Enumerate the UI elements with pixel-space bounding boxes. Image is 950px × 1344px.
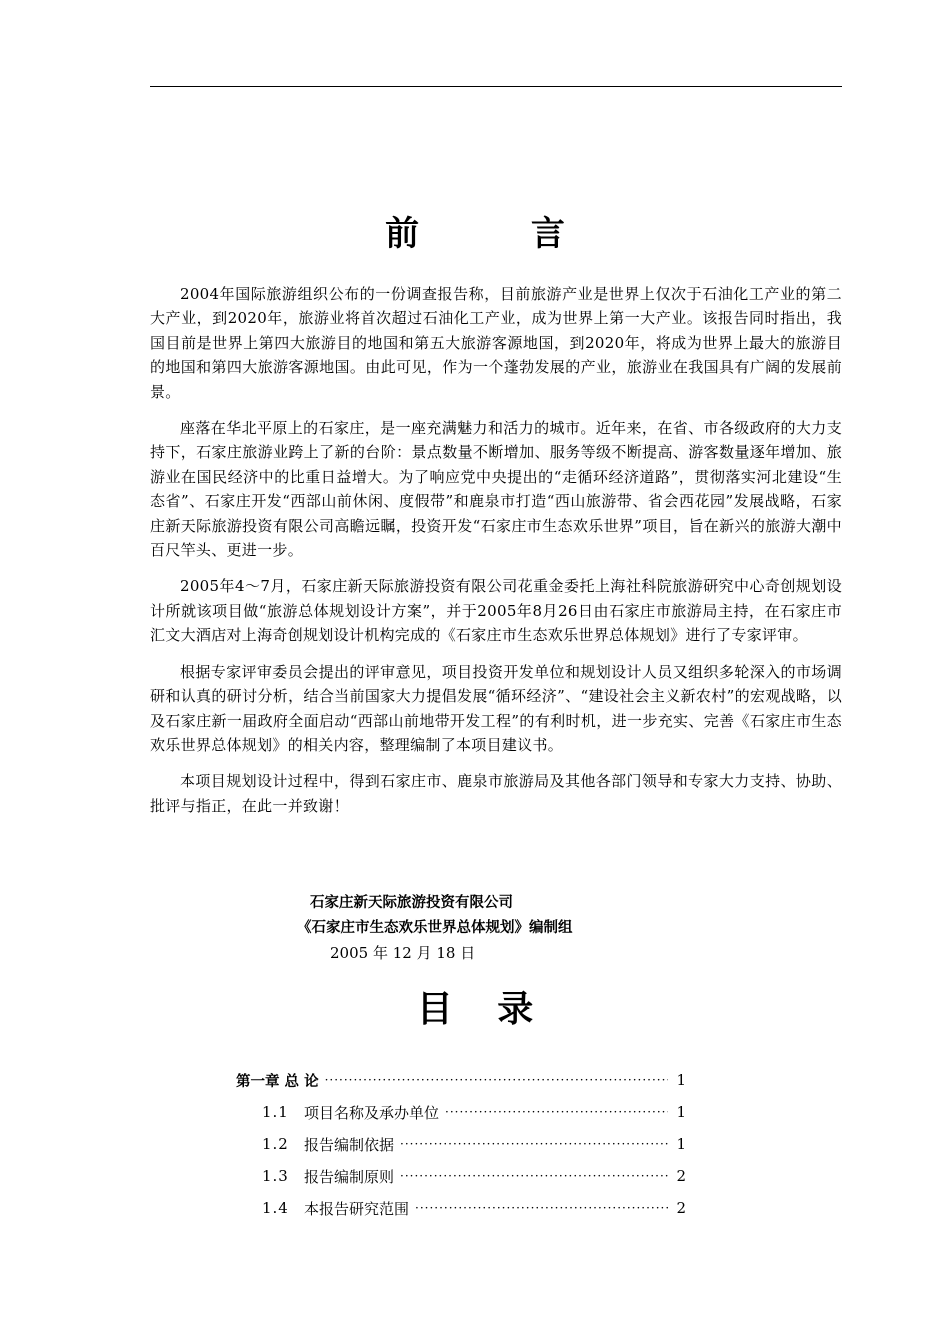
toc-chapter-row[interactable]	[236, 1064, 686, 1096]
toc-item-label: 报告编制依据	[304, 1135, 395, 1154]
table-of-contents	[236, 1064, 686, 1224]
toc-item-label: 报告编制原则	[304, 1167, 395, 1186]
toc-item-row[interactable]	[236, 1160, 686, 1192]
preface-body	[150, 282, 842, 830]
preface-paragraph: 座落在华北平原上的石家庄，是一座充满魅力和活力的城市。近年来，在省、市各级政府的大力支持下，石家庄旅游业跨上了新的台阶：景点数量不断增加、服务等级不断提高、游客数量逐年增加、旅游业在国民经济中的比重日益增大。为了响应党中央提出的“走循环经济道路”，贯彻落实河北建设“生态省”、石家庄开发“西部山前休闲、度假带”和鹿泉市打造“西山旅游带、省会西花园”发展战略，石家庄新天际旅游投资有限公司高瞻远瞩，投资开发“石家庄市生态欢乐世界”项目，旨在新兴的旅游大潮中百尺竿头、更进一步。	[150, 419, 842, 560]
toc-item-row[interactable]	[236, 1192, 686, 1224]
toc-page-number: 2	[676, 1167, 686, 1185]
toc-leader-dots	[445, 1096, 668, 1128]
toc-item-number: 1.4	[262, 1199, 289, 1217]
toc-item-number: 1.3	[262, 1167, 289, 1185]
toc-page-number: 1	[676, 1135, 686, 1153]
toc-item-row[interactable]	[236, 1128, 686, 1160]
toc-item-label: 项目名称及承办单位	[304, 1103, 440, 1122]
signature-date: 2005 年 12 月 18 日	[330, 944, 476, 962]
toc-leader-dots	[400, 1128, 668, 1160]
preface-paragraph: 2004年国际旅游组织公布的一份调查报告称，目前旅游产业是世界上仅次于石油化工产业的第二大产业，到2020年，旅游业将首次超过石油化工产业，成为世界上第一大产业。该报告同时指出，我国目前是世界上第四大旅游目的地国和第五大旅游客源地国，到2020年，将成为世界上最大的旅游目的地国和第四大旅游客源地国。由此可见，作为一个蓬勃发展的产业，旅游业在我国具有广阔的发展前景。	[150, 285, 842, 401]
toc-leader-dots	[415, 1192, 668, 1224]
preface-paragraph: 本项目规划设计过程中，得到石家庄市、鹿泉市旅游局及其他各部门领导和专家大力支持、协助、批评与指正，在此一并致谢！	[150, 772, 842, 815]
toc-page-number: 2	[676, 1199, 686, 1217]
toc-item-number: 1.1	[262, 1103, 289, 1121]
toc-leader-dots	[325, 1064, 668, 1096]
toc-item-number: 1.2	[262, 1135, 289, 1153]
toc-page-number: 1	[676, 1071, 686, 1089]
toc-page-number: 1	[676, 1103, 686, 1121]
preface-title: 前 言	[385, 214, 615, 254]
signature-org: 石家庄新天际旅游投资有限公司	[310, 895, 513, 911]
toc-item-label: 本报告研究范围	[304, 1199, 410, 1218]
preface-paragraph: 2005年4～7月，石家庄新天际旅游投资有限公司花重金委托上海社科院旅游研究中心奇创规划设计所就该项目做“旅游总体规划设计方案”，并于2005年8月26日由石家庄市旅游局主持，在石家庄市汇文大酒店对上海奇创规划设计机构完成的《石家庄市生态欢乐世界总体规划》进行了专家评审。	[150, 577, 842, 645]
preface-paragraph: 根据专家评审委员会提出的评审意见，项目投资开发单位和规划设计人员又组织多轮深入的市场调研和认真的研讨分析，结合当前国家大力提倡发展“循环经济”、“建设社会主义新农村”的宏观战略，以及石家庄新一届政府全面启动“西部山前地带开发工程”的有利时机，进一步充实、完善《石家庄市生态欢乐世界总体规划》的相关内容，整理编制了本项目建议书。	[150, 662, 842, 754]
toc-chapter-label: 第一章 总 论	[236, 1073, 319, 1090]
header-rule	[150, 86, 842, 87]
toc-title: 目 录	[416, 989, 550, 1030]
toc-leader-dots	[400, 1160, 668, 1192]
signature-group: 《石家庄市生态欢乐世界总体规划》编制组	[297, 920, 573, 936]
toc-item-row[interactable]	[236, 1096, 686, 1128]
